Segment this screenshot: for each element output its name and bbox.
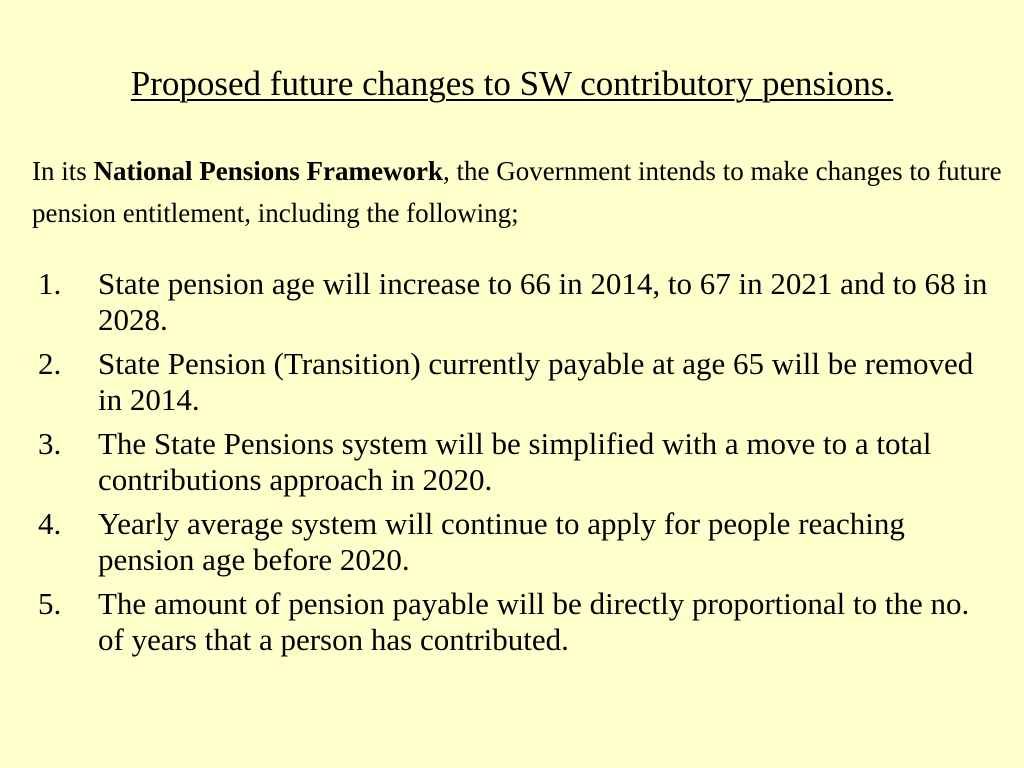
list-item [38, 346, 988, 418]
list-item-number: 2. [38, 346, 62, 381]
list-item [38, 426, 988, 498]
list-item [38, 506, 988, 578]
list-item-text: Yearly average system will continue to apply for people reaching pension age before 2020. [98, 506, 905, 577]
list-item-number: 4. [38, 506, 62, 541]
intro-paragraph [32, 150, 1002, 234]
intro-prefix: In its [32, 156, 94, 186]
list-item-number: 5. [38, 586, 62, 621]
list-item-text: The amount of pension payable will be directly proportional to the no. of years that a person has contributed. [98, 586, 970, 657]
intro-emphasis: National Pensions Framework [93, 156, 443, 186]
changes-list [38, 266, 988, 666]
list-item-number: 1. [38, 266, 62, 301]
list-item [38, 266, 988, 338]
list-item [38, 586, 988, 658]
list-item-text: State pension age will increase to 66 in 2014, to 67 in 2021 and to 68 in 2028. [98, 266, 988, 337]
intro-suffix: , the Government intends to make changes to future pension entitlement, including the following; [32, 156, 1002, 228]
list-item-number: 3. [38, 426, 62, 461]
list-item-text: State Pension (Transition) currently payable at age 65 will be removed in 2014. [98, 346, 974, 417]
list-item-text: The State Pensions system will be simplified with a move to a total contributions approach in 2020. [98, 426, 932, 497]
slide-title: Proposed future changes to SW contributory pensions. [130, 64, 894, 103]
